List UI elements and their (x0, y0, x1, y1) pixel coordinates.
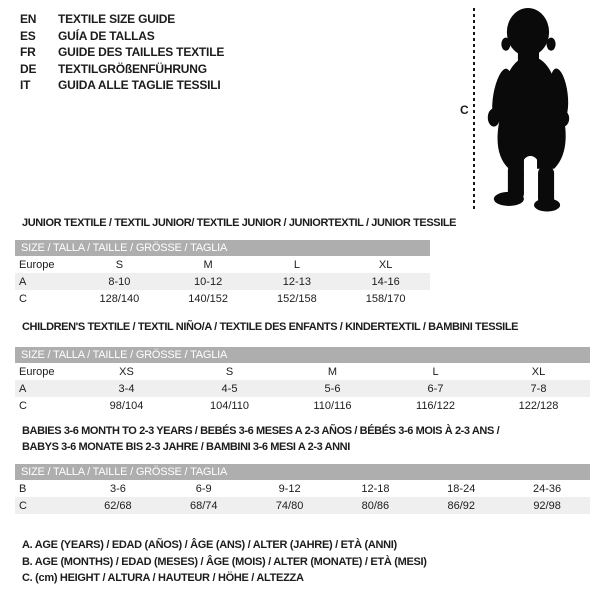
size-cell: 12-18 (361, 482, 390, 495)
table-row-height (15, 290, 430, 307)
size-cell: S (225, 365, 234, 378)
language-code: EN (20, 12, 37, 27)
size-cell: 9-12 (278, 482, 301, 495)
size-cell: 24-36 (533, 482, 562, 495)
size-cell: 3-4 (118, 382, 135, 395)
size-cell: 80/86 (361, 499, 390, 512)
table-row-age (15, 380, 590, 397)
size-cell: L (293, 258, 300, 271)
footnotes (22, 537, 427, 587)
language-title: TEXTILGRÖßENFÜHRUNG (58, 61, 207, 76)
baby-silhouette-shape (488, 8, 571, 211)
size-cell: XL (378, 258, 393, 271)
language-code: DE (20, 61, 37, 76)
size-cell: XS (119, 365, 134, 378)
children-table-title: CHILDREN'S TEXTILE / TEXTIL NIÑO/A / TEXTILE DES ENFANTS / KINDERTEXTIL / BAMBINI TESSILE (22, 321, 519, 333)
size-cell: 10-12 (194, 275, 223, 288)
size-cell: XL (531, 365, 546, 378)
size-cell: M (327, 365, 338, 378)
row-label: C (19, 292, 27, 305)
size-cell: 74/80 (275, 499, 304, 512)
size-cell: 8-10 (108, 275, 131, 288)
row-label: Europe (19, 258, 55, 271)
language-title: GUIDA ALLE TAGLIE TESSILI (58, 78, 221, 93)
size-cell: 12-13 (282, 275, 311, 288)
row-label: A (19, 382, 27, 395)
language-code: FR (20, 45, 36, 60)
row-label: Europe (19, 365, 55, 378)
children-size-table (15, 347, 590, 414)
size-cell: 116/122 (416, 399, 455, 412)
size-cell: L (432, 365, 439, 378)
row-label: C (19, 499, 27, 512)
table-row-europe (15, 256, 430, 273)
language-row-es (20, 28, 224, 45)
height-dashed-line (473, 8, 475, 211)
language-title: GUÍA DE TALLAS (58, 28, 155, 43)
language-row-de (20, 61, 224, 78)
size-header-bar: SIZE / TALLA / TAILLE / GRÖSSE / TAGLIA (15, 347, 590, 363)
size-cell: 92/98 (533, 499, 561, 512)
babies-table-title (22, 423, 499, 455)
baby-silhouette-icon (482, 7, 584, 213)
row-label: A (19, 275, 27, 288)
language-row-en (20, 11, 224, 28)
table-row-height (15, 397, 590, 414)
size-cell: 68/74 (189, 499, 218, 512)
row-label: C (19, 399, 27, 412)
footnote-a: A. AGE (YEARS) / EDAD (AÑOS) / ÂGE (ANS) / ALTER (JAHRE) / ETÀ (ANNI) (22, 539, 397, 551)
size-cell: 98/104 (109, 399, 144, 412)
size-cell: 18-24 (447, 482, 476, 495)
size-cell: 4-5 (221, 382, 238, 395)
size-cell: 122/128 (518, 399, 559, 412)
footnote-c: C. (cm) HEIGHT / ALTURA / HAUTEUR / HÖHE / ALTEZZA (22, 572, 304, 584)
language-row-fr (20, 44, 224, 61)
size-cell: 86/92 (447, 499, 475, 512)
language-code: ES (20, 28, 36, 43)
size-cell: 62/68 (104, 499, 132, 512)
size-cell: 6-7 (427, 382, 444, 395)
size-cell: 128/140 (99, 292, 140, 305)
table-row-height (15, 497, 590, 514)
size-cell: 7-8 (530, 382, 547, 395)
row-label: B (19, 482, 27, 495)
language-list (20, 11, 224, 94)
language-code: IT (20, 78, 31, 93)
size-cell: 6-9 (195, 482, 212, 495)
table-row-europe (15, 363, 590, 380)
height-figure (448, 5, 596, 217)
size-cell: 110/116 (313, 399, 352, 412)
size-cell: S (115, 258, 124, 271)
babies-table-title-line1: BABIES 3-6 MONTH TO 2-3 YEARS / BEBÉS 3-6 MESES A 2-3 AÑOS / BÉBÉS 3-6 MOIS À 2-3 ANS / (22, 425, 500, 437)
language-row-it (20, 77, 224, 94)
size-cell: 152/158 (276, 292, 317, 305)
size-cell: M (203, 258, 213, 271)
table-row-months (15, 480, 590, 497)
size-cell: 158/170 (365, 292, 406, 305)
babies-size-table (15, 464, 590, 514)
height-label-c: C (460, 103, 469, 117)
language-title: GUIDE DES TAILLES TEXTILE (58, 45, 225, 60)
size-cell: 104/110 (210, 399, 249, 412)
junior-size-table (15, 240, 430, 307)
size-header-bar: SIZE / TALLA / TAILLE / GRÖSSE / TAGLIA (15, 464, 590, 480)
table-row-age (15, 273, 430, 290)
size-cell: 3-6 (109, 482, 126, 495)
junior-table-title: JUNIOR TEXTILE / TEXTIL JUNIOR/ TEXTILE JUNIOR / JUNIORTEXTIL / JUNIOR TESSILE (22, 217, 457, 229)
footnote-b: B. AGE (MONTHS) / EDAD (MESES) / ÂGE (MOIS) / ALTER (MONATE) / ETÀ (MESI) (22, 555, 427, 568)
size-cell: 140/152 (188, 292, 228, 305)
size-cell: 5-6 (324, 382, 341, 395)
babies-table-title-line2: BABYS 3-6 MONATE BIS 2-3 JAHRE / BAMBINI 3-6 MESI A 2-3 ANNI (22, 441, 350, 453)
size-header-bar: SIZE / TALLA / TAILLE / GRÖSSE / TAGLIA (15, 240, 430, 256)
size-cell: 14-16 (371, 275, 400, 288)
language-title: TEXTILE SIZE GUIDE (58, 12, 176, 27)
